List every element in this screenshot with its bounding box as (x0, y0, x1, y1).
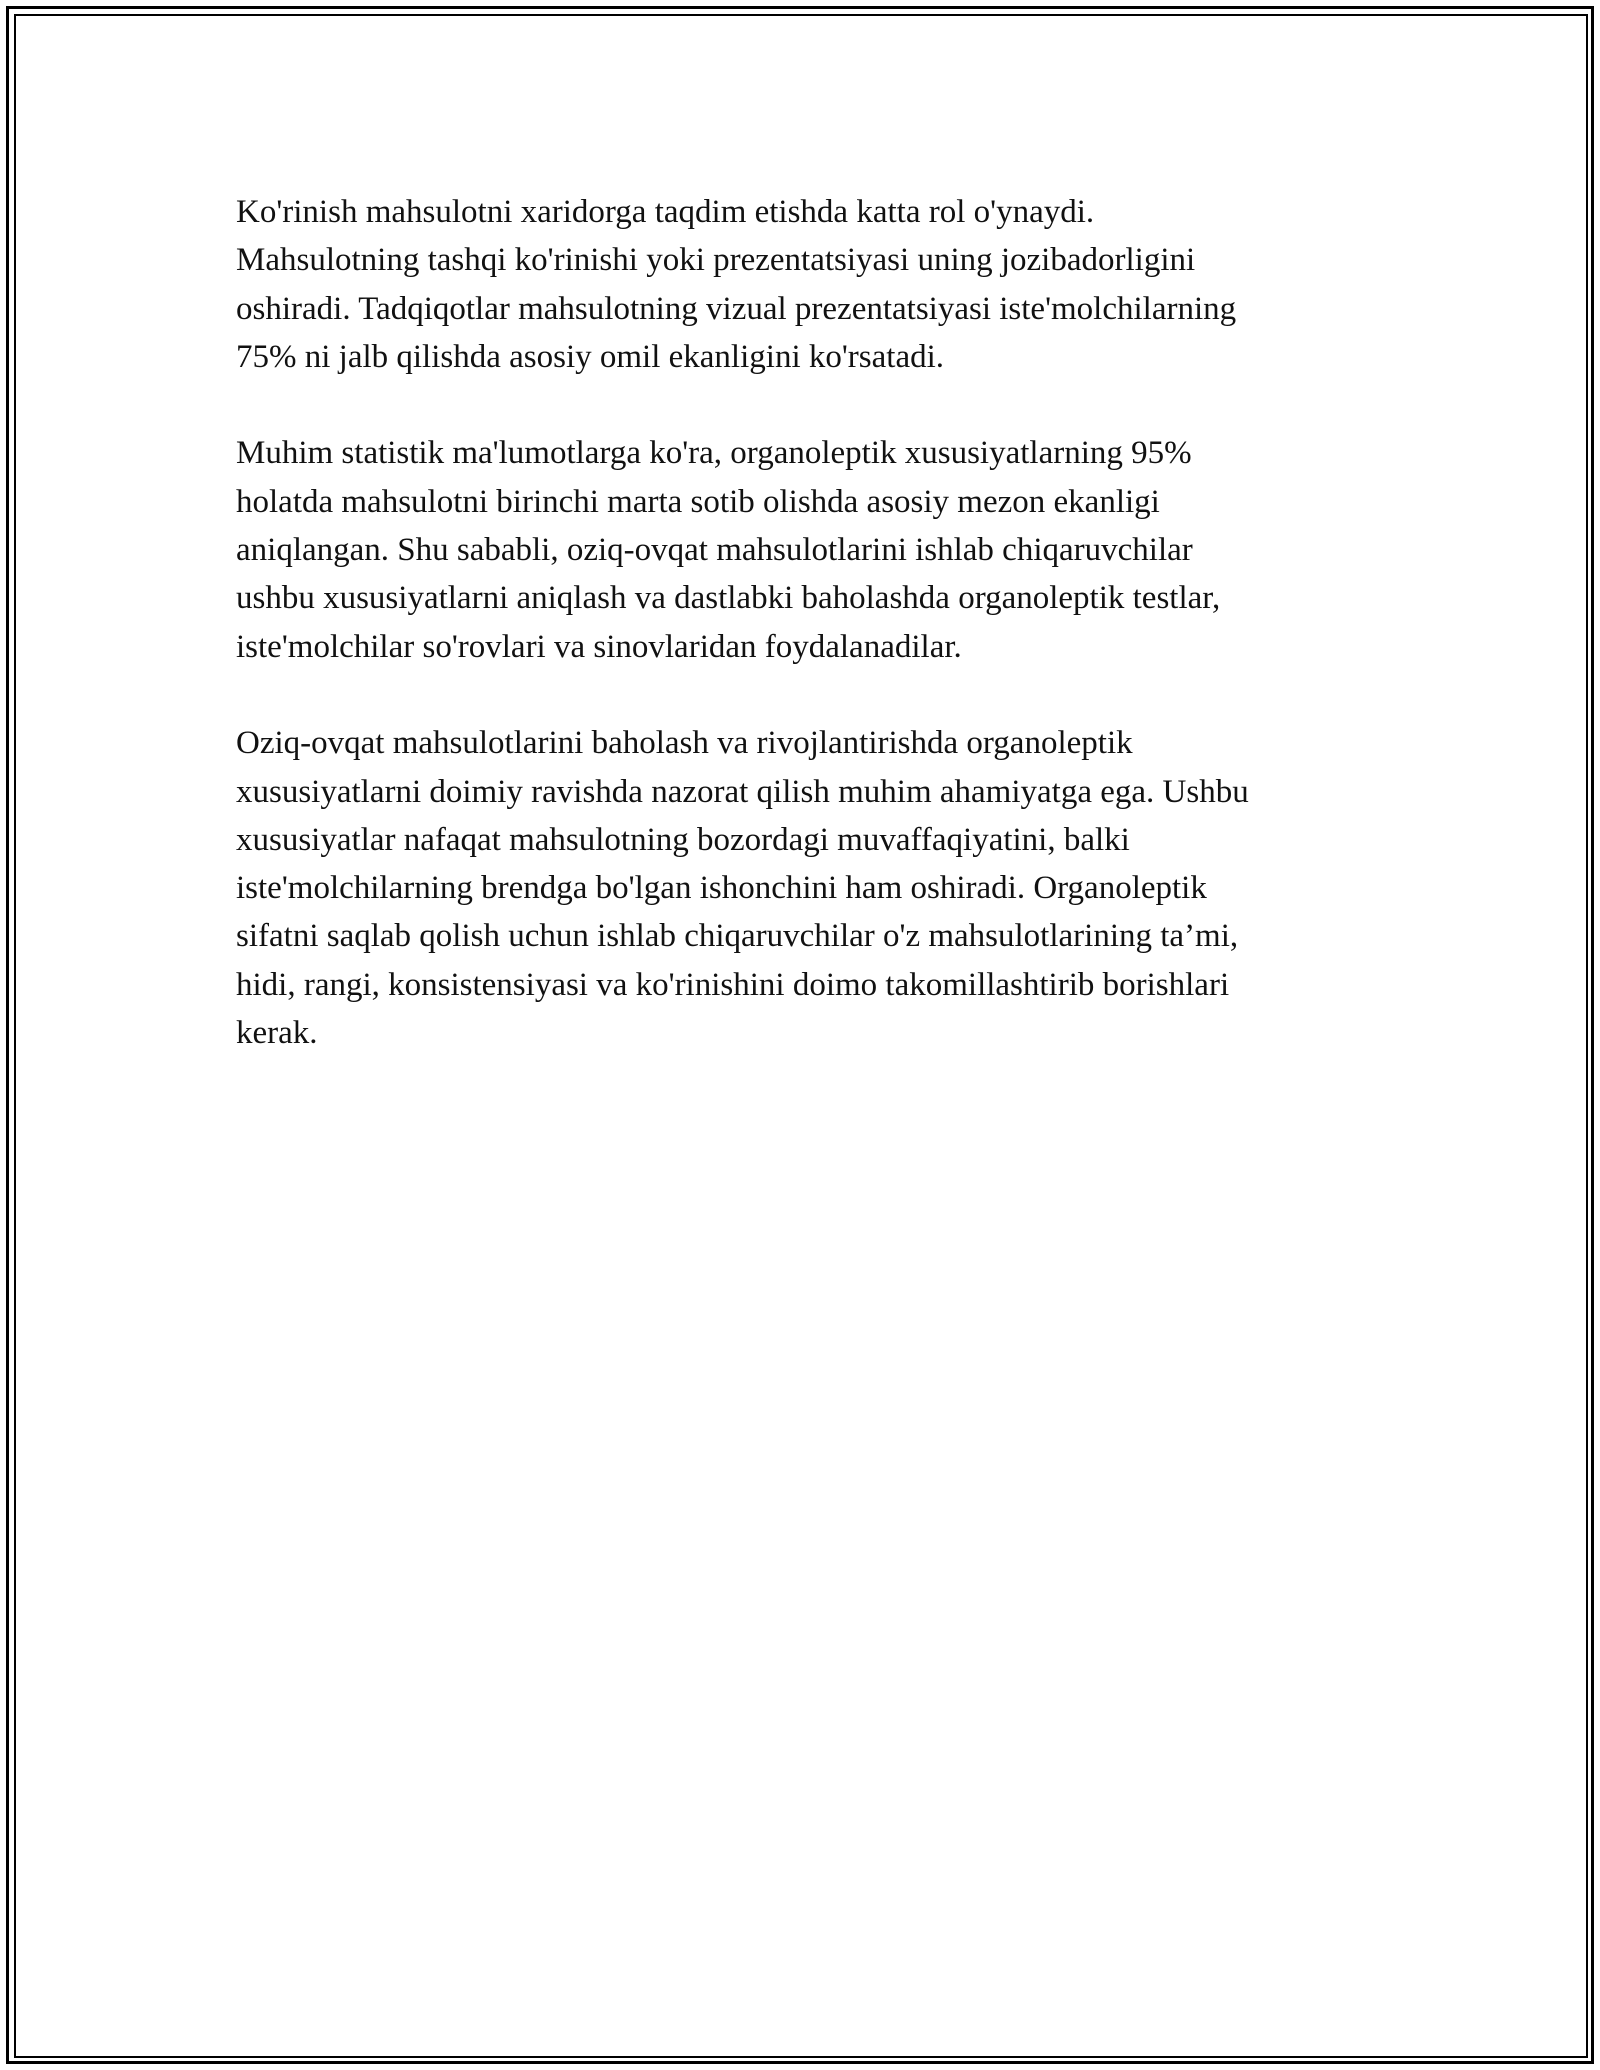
text-line: kerak. (236, 1015, 318, 1052)
text-line: Ko'rinish mahsulotni xaridorga taqdim etishda katta rol o'ynaydi. (236, 194, 1095, 230)
text-line: Oziq-ovqat mahsulotlarini baholash va rivojlantirishda organoleptik (236, 725, 1133, 762)
text-line: iste'molchilarning brendga bo'lgan ishonchini ham oshiradi. Organoleptik (236, 870, 1207, 907)
text-line: hidi, rangi, konsistensiyasi va ko'rinishini doimo takomillashtirib borishlari (236, 966, 1230, 1003)
text-line: Mahsulotning tashqi ko'rinishi yoki prezentatsiyasi uning jozibadorligini (236, 242, 1196, 279)
text-line: holatda mahsulotni birinchi marta sotib olishda asosiy mezon ekanligi (236, 483, 1160, 520)
text-line: ushbu xususiyatlarni aniqlash va dastlabki baholashda organoleptik testlar, (236, 580, 1221, 617)
document-body (236, 188, 1366, 1106)
text-line: Muhim statistik ma'lumotlarga ko'ra, organoleptik xususiyatlarning 95% (236, 435, 1192, 472)
text-line: 75% ni jalb qilishda asosiy omil ekanligini ko'rsatadi. (236, 338, 945, 375)
paragraph-1 (236, 188, 1366, 381)
text-line: xususiyatlarni doimiy ravishda nazorat qilish muhim ahamiyatga ega. Ushbu (236, 773, 1249, 810)
text-line: iste'molchilar so'rovlari va sinovlaridan foydalanadilar. (236, 628, 962, 665)
text-line: aniqlangan. Shu sababli, oziq-ovqat mahsulotlarini ishlab chiqaruvchilar (236, 532, 1193, 569)
text-line: xususiyatlar nafaqat mahsulotning bozordagi muvaffaqiyatini, balki (236, 821, 1130, 858)
text-line: oshiradi. Tadqiqotlar mahsulotning vizual prezentatsiyasi iste'molchilarning (236, 290, 1237, 327)
text-line: sifatni saqlab qolish uchun ishlab chiqaruvchilar o'z mahsulotlarining ta’mi, (236, 918, 1239, 955)
paragraph-2 (236, 429, 1366, 670)
paragraph-3 (236, 719, 1366, 1057)
